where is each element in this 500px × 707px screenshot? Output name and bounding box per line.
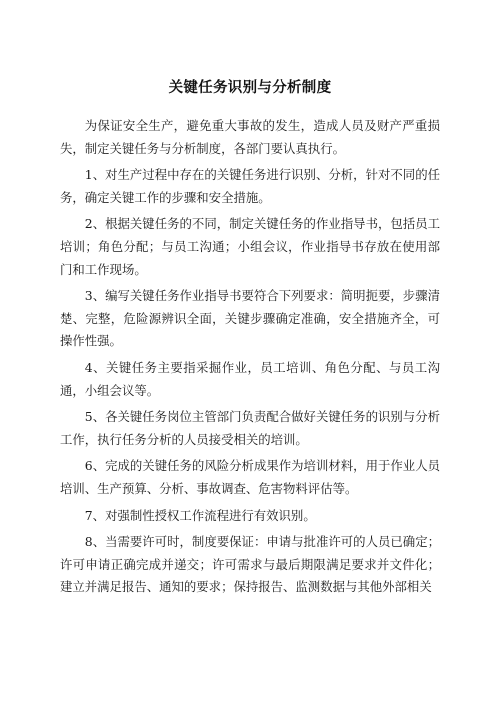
clause-8-paragraph: 8、当需要许可时，制度要保证：申请与批准许可的人员已确定；许可申请正确完成并递交；许可需求与最后期限满足要求并文件化；建立并满足报告、通知的要求；保持报告、监测数据与其他外部相关: [60, 534, 440, 595]
clause-1-paragraph: 1、对生产过程中存在的关键任务进行识别、分析，针对不同的任务，确定关键工作的步骤和安全措施。: [60, 167, 440, 205]
clause-6-paragraph: 6、完成的关键任务的风险分析成果作为培训材料，用于作业人员培训、生产预算、分析、事故调查、危害物料评估等。: [60, 458, 440, 496]
clause-4-paragraph: 4、关键任务主要指采掘作业，员工培训、角色分配、与员工沟通，小组会议等。: [60, 359, 440, 398]
clause-7-paragraph: 7、对强制性授权工作流程进行有效识别。: [84, 507, 316, 523]
clause-3-paragraph: 3、编写关键任务作业指导书要符合下列要求：简明扼要，步骤清楚、完整，危险源辨识全面，关键步骤确定准确，安全措施齐全，可操作性强。: [60, 288, 440, 349]
intro-paragraph: 为保证安全生产，避免重大事故的发生，造成人员及财产严重损失，制定关键任务与分析制度，各部门要认真执行。: [60, 118, 440, 156]
document-title: 关键任务识别与分析制度: [168, 80, 332, 96]
clause-5-paragraph: 5、各关键任务岗位主管部门负责配合做好关键任务的识别与分析工作，执行任务分析的人员接受相关的培训。: [60, 409, 440, 447]
document-body: [60, 115, 440, 599]
clause-2-paragraph: 2、根据关键任务的不同，制定关键任务的作业指导书，包括员工培训；角色分配；与员工沟通；小组会议，作业指导书存放在使用部门和工作现场。: [60, 216, 440, 277]
